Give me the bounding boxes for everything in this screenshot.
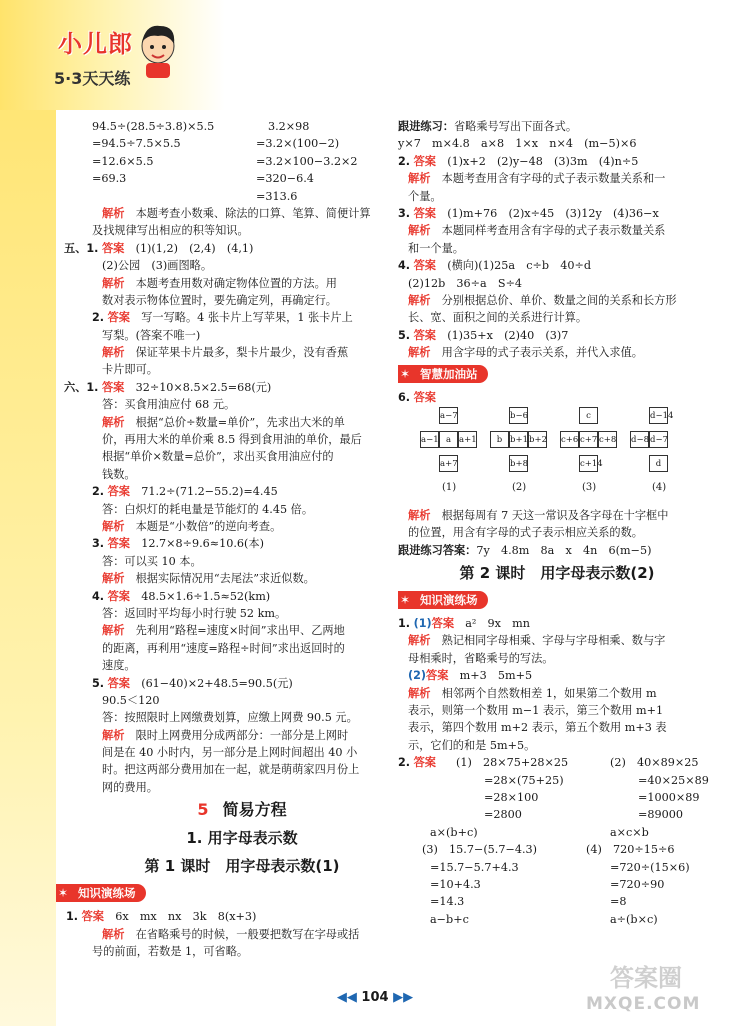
logo-title: 小儿郎 [58, 30, 133, 58]
net-cell: b−6 [509, 407, 528, 424]
follow-up-items: y×7 m×4.8 a×8 1×x n×4 (m−5)×6 [398, 137, 637, 151]
net-cell: d−8 [630, 431, 649, 448]
analysis-line: 解析 相邻两个自然数相差 1，如果第二个数用 m [408, 686, 657, 700]
answer-line: 答：白炽灯的耗电量是节能灯的 4.45 倍。 [102, 502, 314, 516]
calc-row [92, 135, 392, 152]
net-cell: d−14 [649, 407, 668, 424]
practice-badge: ✶ 知识演练场 [398, 591, 488, 609]
watermark [580, 958, 740, 1018]
star-icon: ✶ [58, 886, 69, 901]
left-yellow-band [0, 0, 56, 1026]
net-label: (3) [582, 481, 597, 493]
star-icon: ✶ [400, 593, 411, 608]
answer-line: 答：可以买 10 本。 [102, 554, 202, 568]
calc-row [92, 188, 392, 205]
net-cell: d−7 [649, 431, 668, 448]
calc-row: a−b+c a÷(b×c) [430, 912, 658, 926]
analysis-line: 表示，则第一个数用 m−1 表示，第三个数用 m+1 [408, 703, 664, 717]
net-cell: d [649, 455, 668, 472]
analysis-line: 根据“单价×数量=总价”，求出买食用油应付的 [102, 450, 334, 464]
wisdom-badge: ✶ 智慧加油站 [398, 365, 488, 383]
analysis-line: 解析 本题是“小数倍”的逆向考查。 [102, 519, 282, 533]
answer-line: 答：买食用油应付 68 元。 [102, 398, 236, 412]
calc-row [92, 170, 392, 187]
answer-line: 答：返回时平均每小时行驶 52 km。 [102, 606, 287, 620]
net-cell: c+6 [560, 431, 579, 448]
q-r3: 3. 答案 (1)m+76 (2)x÷45 (3)12y (4)36−x [398, 206, 659, 220]
q-r6: 6. 答案 [398, 391, 436, 405]
calc-a-1: =94.5÷7.5×5.5 [92, 137, 181, 151]
analysis-line: 网的费用。 [102, 780, 158, 794]
page-number: 104 [361, 990, 389, 1005]
analysis-line: 卡片即可。 [102, 363, 158, 377]
unit-title: 5 简易方程 [197, 800, 287, 820]
q-p1: 1. (1)答案 a² 9x mn [398, 617, 530, 631]
analysis-line: 间是在 40 小时内，另一部分是上网时间超出 40 小 [102, 746, 358, 760]
answer-line: (2)公园 (3)画图略。 [102, 259, 213, 273]
logo-subtitle: 5·3天天练 [54, 69, 131, 88]
analysis-line: 解析 限时上网费用分成两部分：一部分是上网时 [102, 728, 349, 742]
net-cell: b+1 [509, 431, 528, 448]
section-title: 1. 用字母表示数 [186, 829, 298, 848]
calc-b-0: 3.2×98 [268, 120, 310, 133]
net-cell: a−1 [420, 431, 439, 448]
analysis-line: 解析 本题同样考查用含有字母的式子表示数量关系 [408, 224, 666, 238]
q-r5: 5. 答案 (1)35+x (2)40 (3)7 [398, 328, 569, 342]
calc-b-3: =320−6.4 [256, 172, 314, 186]
q-wu-1: 五、1. 答案 (1)(1,2) (2,4) (4,1) [64, 241, 254, 255]
lesson-title: 第 1 课时 用字母表示数(1) [144, 857, 340, 876]
q-liu-4: 4. 答案 48.5×1.6÷1.5≈52(km) [92, 589, 271, 603]
calc-b-2: =3.2×100−3.2×2 [256, 154, 358, 168]
q-r2: 2. 答案 (1)x+2 (2)y−48 (3)3m (4)n÷5 [398, 154, 639, 168]
left-column [58, 118, 392, 960]
analysis-line: 表示，第四个数用 m+2 表示，第五个数用 m+3 表 [408, 721, 667, 735]
calc-row: =14.3 =8 [430, 895, 627, 909]
analysis-line: 解析 本题考查用含有字母的式子表示数量关系和一 [408, 172, 666, 186]
follow-up: 跟进练习：省略乘号写出下面各式。 [398, 120, 578, 133]
analysis-line: 价，再用大米的单价乘 8.5 得到食用油的单价，最后 [102, 433, 362, 447]
cube-nets-diagram [398, 407, 716, 507]
analysis-line: 示，它们的和是 5m+5。 [408, 738, 536, 752]
watermark-title: 答案圈 [610, 964, 682, 992]
calc-row: =28×(75+25) =40×25×89 [484, 773, 709, 787]
analysis-line: 的位置，用含有字母的式子表示相应关系的数。 [408, 526, 643, 540]
net-cell: c+8 [598, 431, 617, 448]
analysis-line: 号的前面，若数是 1，可省略。 [92, 945, 249, 959]
analysis-line: 个量。 [408, 189, 442, 203]
analysis-line: 解析 在省略乘号的时候，一般要把数写在字母或括 [102, 927, 360, 941]
badge-row [398, 361, 716, 389]
calc-row: a×(b+c) a×c×b [430, 825, 649, 839]
q-liu-5: 5. 答案 (61−40)×2+48.5=90.5(元) [92, 676, 293, 690]
analysis-line: 解析 熟记相同字母相乘、字母与字母相乘、数与字 [408, 634, 666, 648]
badge-row [398, 587, 716, 615]
lesson-title: 第 2 课时 用字母表示数(2) [459, 564, 655, 583]
q-p2: 2. 答案 (1) 28×75+28×25 (2) 40×89×25 [398, 756, 699, 770]
analysis-line: 解析 分别根据总价、单价、数量之间的关系和长方形 [408, 293, 677, 307]
next-arrow-icon[interactable]: ▶▶ [393, 990, 414, 1005]
analysis-line: 和一个量。 [408, 241, 464, 255]
analysis-line: 长、宽、面积之间的关系进行计算。 [408, 311, 588, 325]
calc-a-0: 94.5÷(28.5÷3.8)×5.5 [92, 120, 215, 133]
follow-up-answer: 跟进练习答案：7y 4.8m 8a x 4n 6(m−5) [398, 543, 652, 557]
analysis-line: 钱数。 [102, 467, 136, 481]
q1: 1. 答案 6x mx nx 3k 8(x+3) [66, 910, 257, 924]
net-label: (1) [442, 481, 457, 493]
answer-line: 写梨。(答案不唯一) [102, 328, 201, 342]
prev-arrow-icon[interactable]: ◀◀ [336, 990, 357, 1005]
net-cell: b [490, 431, 509, 448]
calc-row: =2800 =89000 [484, 808, 683, 822]
calc-b-4: =313.6 [256, 189, 298, 203]
analysis-line: 解析 本题考查小数乘、除法的口算、笔算、简便计算 [102, 206, 371, 220]
q-liu-1: 六、1. 答案 32÷10×8.5×2.5=68(元) [64, 380, 272, 394]
calc-a-3: =69.3 [92, 172, 127, 186]
right-column [398, 118, 716, 928]
calc-row [92, 153, 392, 170]
analysis-line: 时。把这两部分费用加在一起，就是萌萌家四月份上 [102, 763, 360, 777]
net-cell: b+8 [509, 455, 528, 472]
net-cell: c [579, 407, 598, 424]
analysis-line: 解析 根据实际情况用“去尾法”求近似数。 [102, 572, 315, 586]
analysis-line: 母相乘时，省略乘号的写法。 [408, 651, 554, 665]
q-p1b: (2)答案 m+3 5m+5 [408, 669, 533, 683]
net-cell: c+14 [579, 455, 598, 472]
net-cell: a [439, 431, 458, 448]
calc-row: =28×100 =1000×89 [484, 790, 700, 804]
analysis-line: 及找规律写出相应的积等知识。 [92, 224, 249, 238]
calc-row: (3) 15.7−(5.7−4.3) (4) 720÷15÷6 [422, 843, 675, 857]
watermark-url: MXQE.COM [586, 994, 701, 1014]
net-label: (4) [652, 481, 667, 493]
net-cell: a+1 [458, 431, 477, 448]
analysis-line: 数对表示物体位置时，要先确定列，再确定行。 [102, 293, 337, 307]
calc-row: =15.7−5.7+4.3 =720÷(15×6) [430, 860, 690, 874]
q-r4: 4. 答案 (横向)(1)25a c÷b 40÷d [398, 259, 592, 273]
calc-row [92, 118, 392, 135]
calc-b-1: =3.2×(100−2) [256, 137, 340, 151]
analysis-line: 解析 用含字母的式子表示关系，并代入求值。 [408, 346, 643, 360]
analysis-line: 解析 保证苹果卡片最多，梨卡片最少，没有香蕉 [102, 346, 349, 360]
brand-logo [52, 22, 182, 104]
net-cell: a−7 [439, 407, 458, 424]
practice-badge: ✶ 知识演练场 [56, 884, 146, 902]
analysis-line: 的距离，再利用“速度=路程÷时间”求出返回时的 [102, 641, 345, 655]
q-liu-2: 2. 答案 71.2÷(71.2−55.2)=4.45 [92, 485, 278, 499]
q-wu-2: 2. 答案 写一写略。4 张卡片上写苹果，1 张卡片上 [92, 311, 353, 325]
analysis-line: 解析 根据每周有 7 天这一常识及各字母在十字框中 [408, 508, 669, 522]
boy-mascot-icon [136, 22, 180, 80]
answer-line: 答：按照限时上网缴费划算，应缴上网费 90.5 元。 [102, 711, 358, 725]
net-cell: b+2 [528, 431, 547, 448]
badge-row [56, 880, 392, 908]
answer-line: (2)12b 36÷a S÷4 [408, 276, 523, 290]
analysis-line: 解析 根据“总价÷数量=单价”，先求出大米的单 [102, 415, 345, 429]
analysis-line: 解析 本题考查用数对确定物体位置的方法。用 [102, 276, 337, 290]
answer-line: 90.5＜120 [102, 693, 160, 707]
net-cell: c+7 [579, 431, 598, 448]
net-label: (2) [512, 481, 527, 493]
star-icon: ✶ [400, 367, 411, 382]
calc-row: =10+4.3 =720÷90 [430, 877, 665, 891]
analysis-line: 速度。 [102, 659, 136, 673]
analysis-line: 解析 先利用“路程=速度×时间”求出甲、乙两地 [102, 624, 345, 638]
q-liu-3: 3. 答案 12.7×8÷9.6≈10.6(本) [92, 537, 264, 551]
net-cell: a+7 [439, 455, 458, 472]
calc-a-2: =12.6×5.5 [92, 154, 154, 168]
